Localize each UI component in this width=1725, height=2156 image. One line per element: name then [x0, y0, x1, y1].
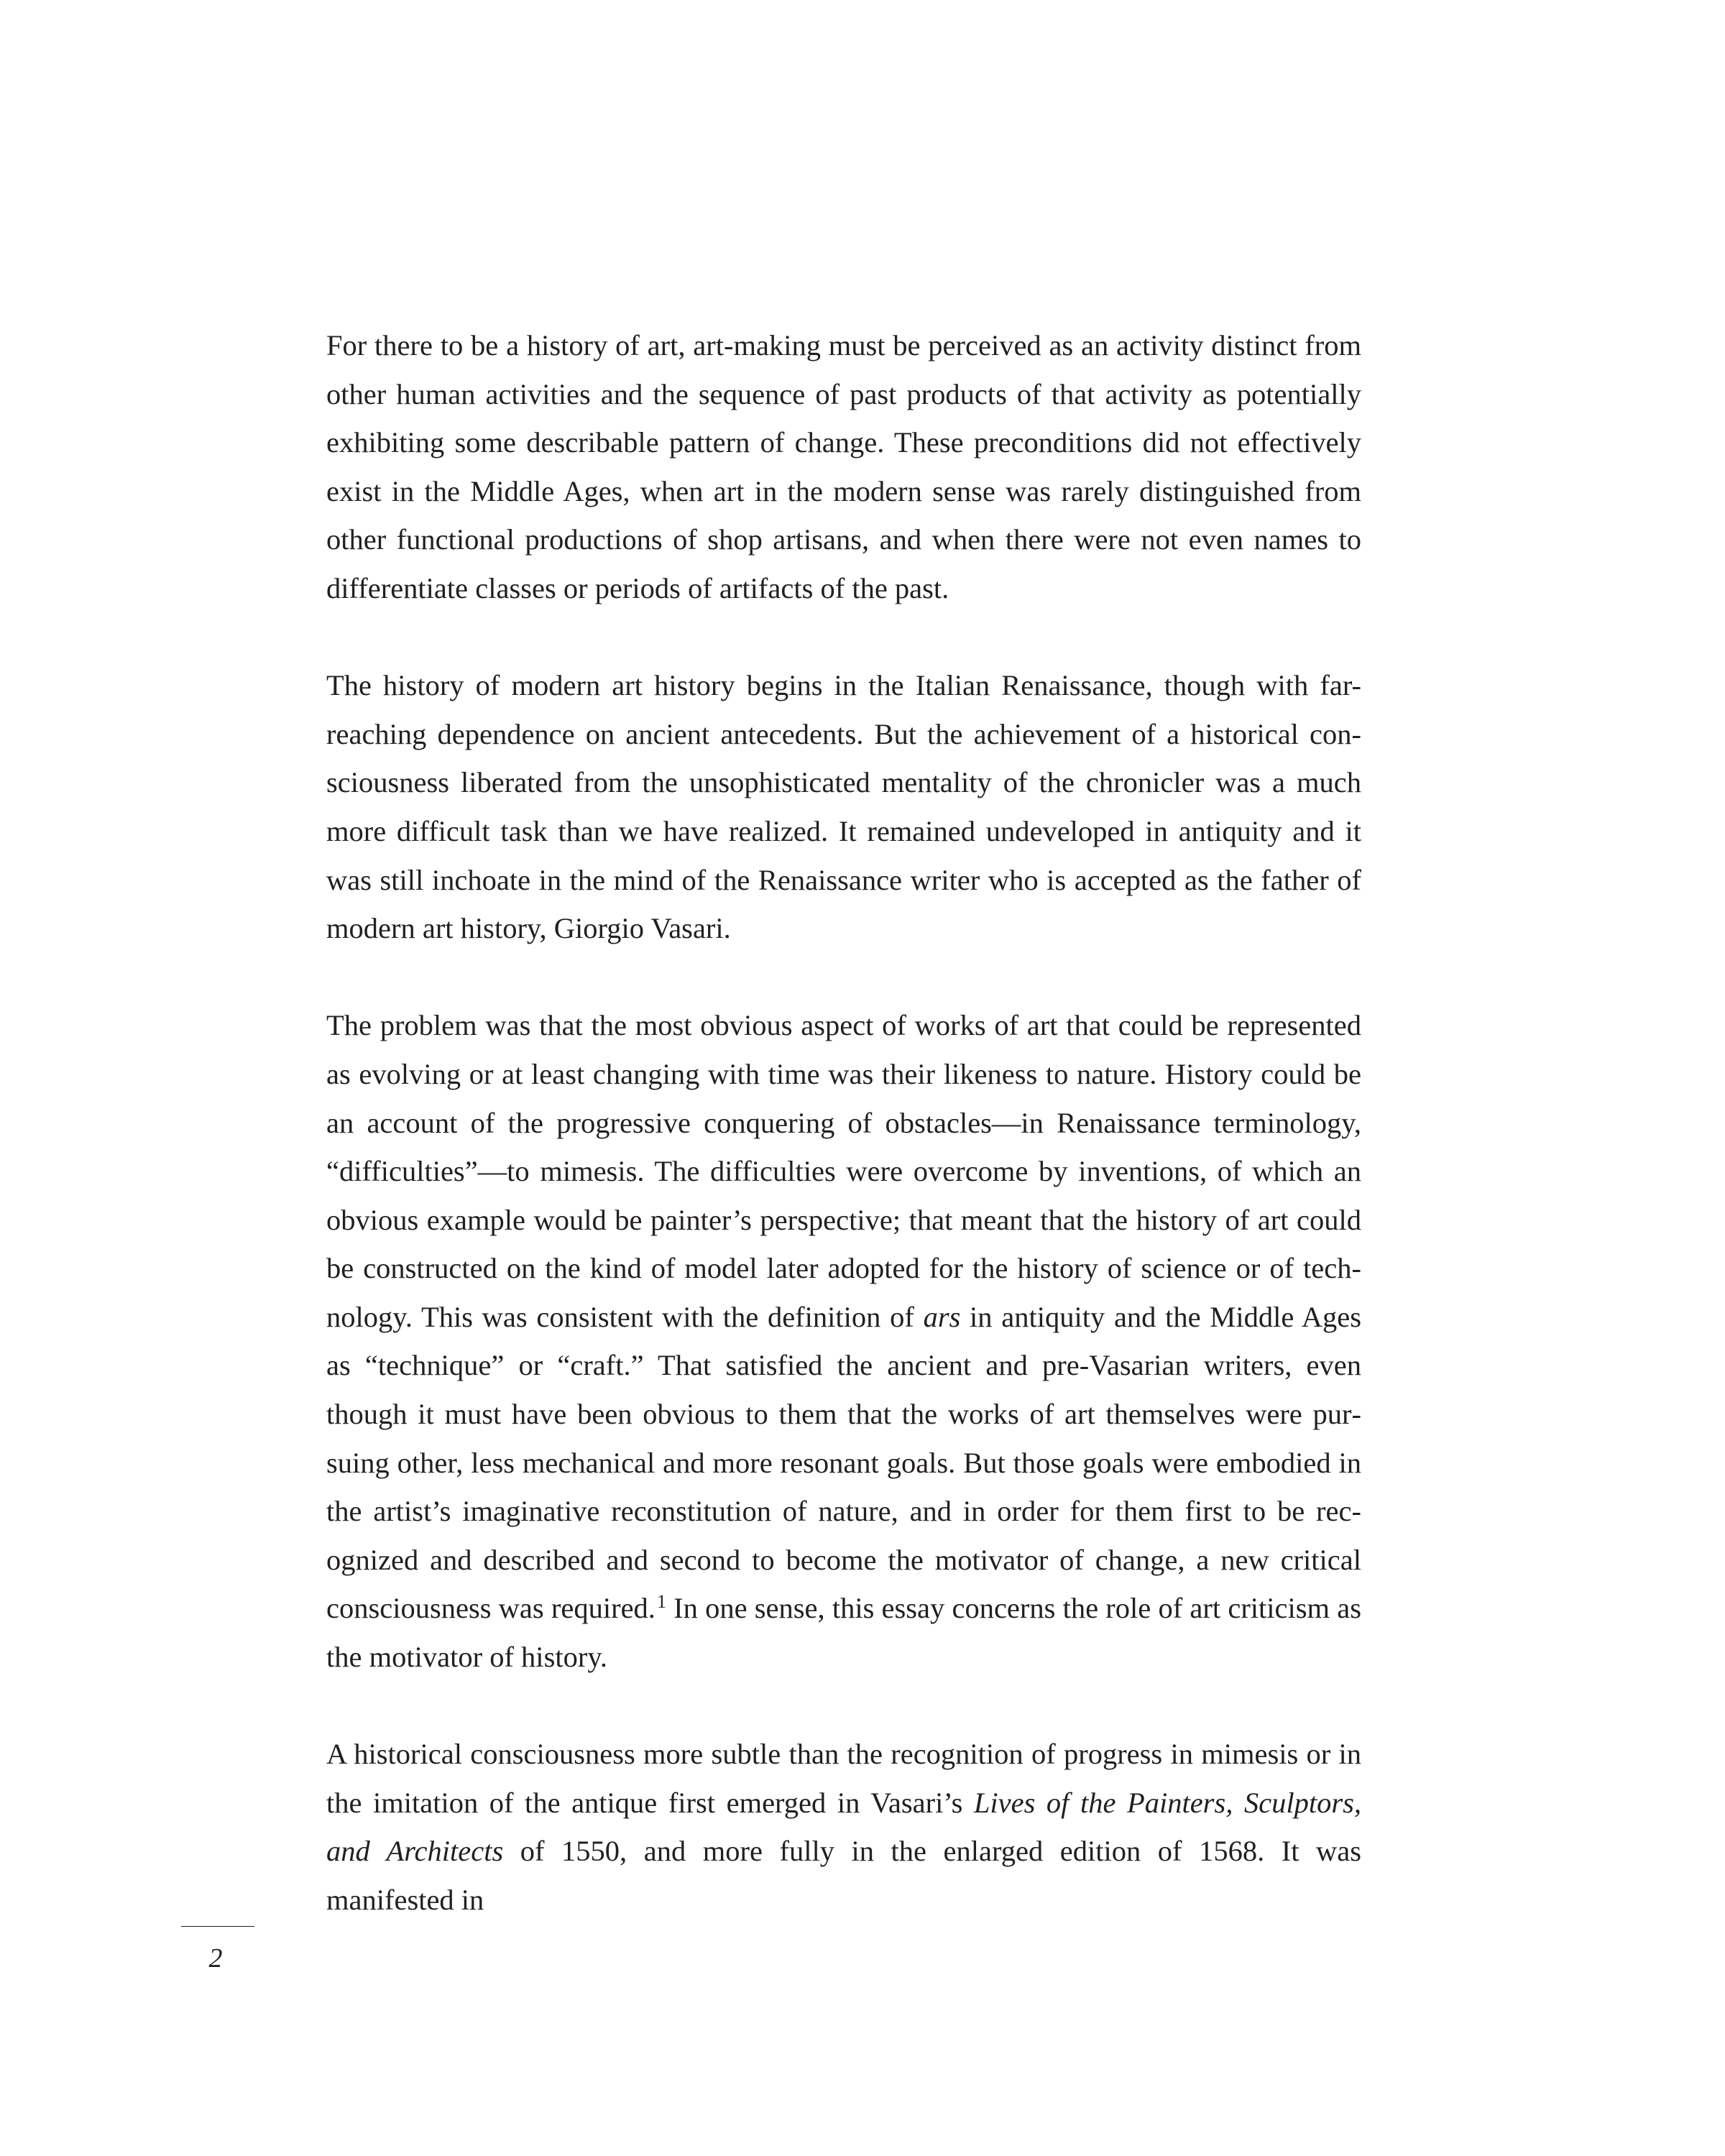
paragraph-4-text-b: of 1550, and more fully in the enlarged edition of 1568. It was manifested in	[326, 1835, 1361, 1916]
italic-term-ars: ars	[923, 1300, 961, 1333]
paragraph-3-text-a: The problem was that the most obvious aspect of works of art that could be represented as evolving or at least changing with time was their likeness to nature. History could be an account of the progressive conquering of obstacles—in Renaissance terminology, “difficulties”—to mimesis. The difficulties were overcome by inventions, of which an obvious example would be painter’s perspective; that meant that the history of art could be constructed on the kind of model later adopted for the history of science or of technology. This was consistent with the definition of	[326, 1009, 1361, 1333]
paragraph-3-text-b: in antiquity and the Middle Ages as “technique” or “craft.” That satisfied the ancient and pre-Vasarian writers, even though it must have been obvious to them that the works of art themselves were pursuing other, less mechanical and more resonant goals. But those goals were embodied in the artist’s imaginative reconstitution of nature, and in order for them first to be recognized and described and second to become the motivator of change, a new critical consciousness was required.	[326, 1300, 1362, 1625]
footnote-reference[interactable]: 1	[656, 1591, 666, 1613]
paragraph-3-text-c: In one sense, this essay concerns the role of art criticism as the motivator of history.	[326, 1592, 1361, 1674]
italic-book-title: Lives of the Painters, Sculptors, and Architects	[326, 1786, 1361, 1868]
folio-rule	[181, 1926, 254, 1927]
paragraph-2: The history of modern art history begins in the Italian Renaissance, though with far-reaching dependence on ancient antecedents. But the achievement of a historical consciousness liberated from the unsophisticated mentality of the chronicler was a much more difficult task than we have realized. It remained undeveloped in antiquity and it was still inchoate in the mind of the Renaissance writer who is accepted as the father of modern art history, Giorgio Vasari.	[326, 669, 1361, 945]
paragraph-3	[326, 1001, 1361, 1681]
paragraph-4-text-a: A historical consciousness more subtle than the recognition of progress in mimesis or in the imitation of the antique first emerged in Vasari’s	[326, 1738, 1361, 1819]
page-number: 2	[208, 1943, 223, 1973]
paragraph-1: For there to be a history of art, art-making must be perceived as an activity distinct from other human activities and the sequence of past products of that activity as potentially exhibiting some describable pattern of change. These preconditions did not effectively exist in the Middle Ages, when art in the modern sense was rarely distinguished from other functional productions of shop artisans, and when there were not even names to differentiate classes or periods of artifacts of the past.	[326, 329, 1361, 604]
paragraph-4	[326, 1730, 1361, 1924]
body-text	[326, 321, 1361, 1925]
